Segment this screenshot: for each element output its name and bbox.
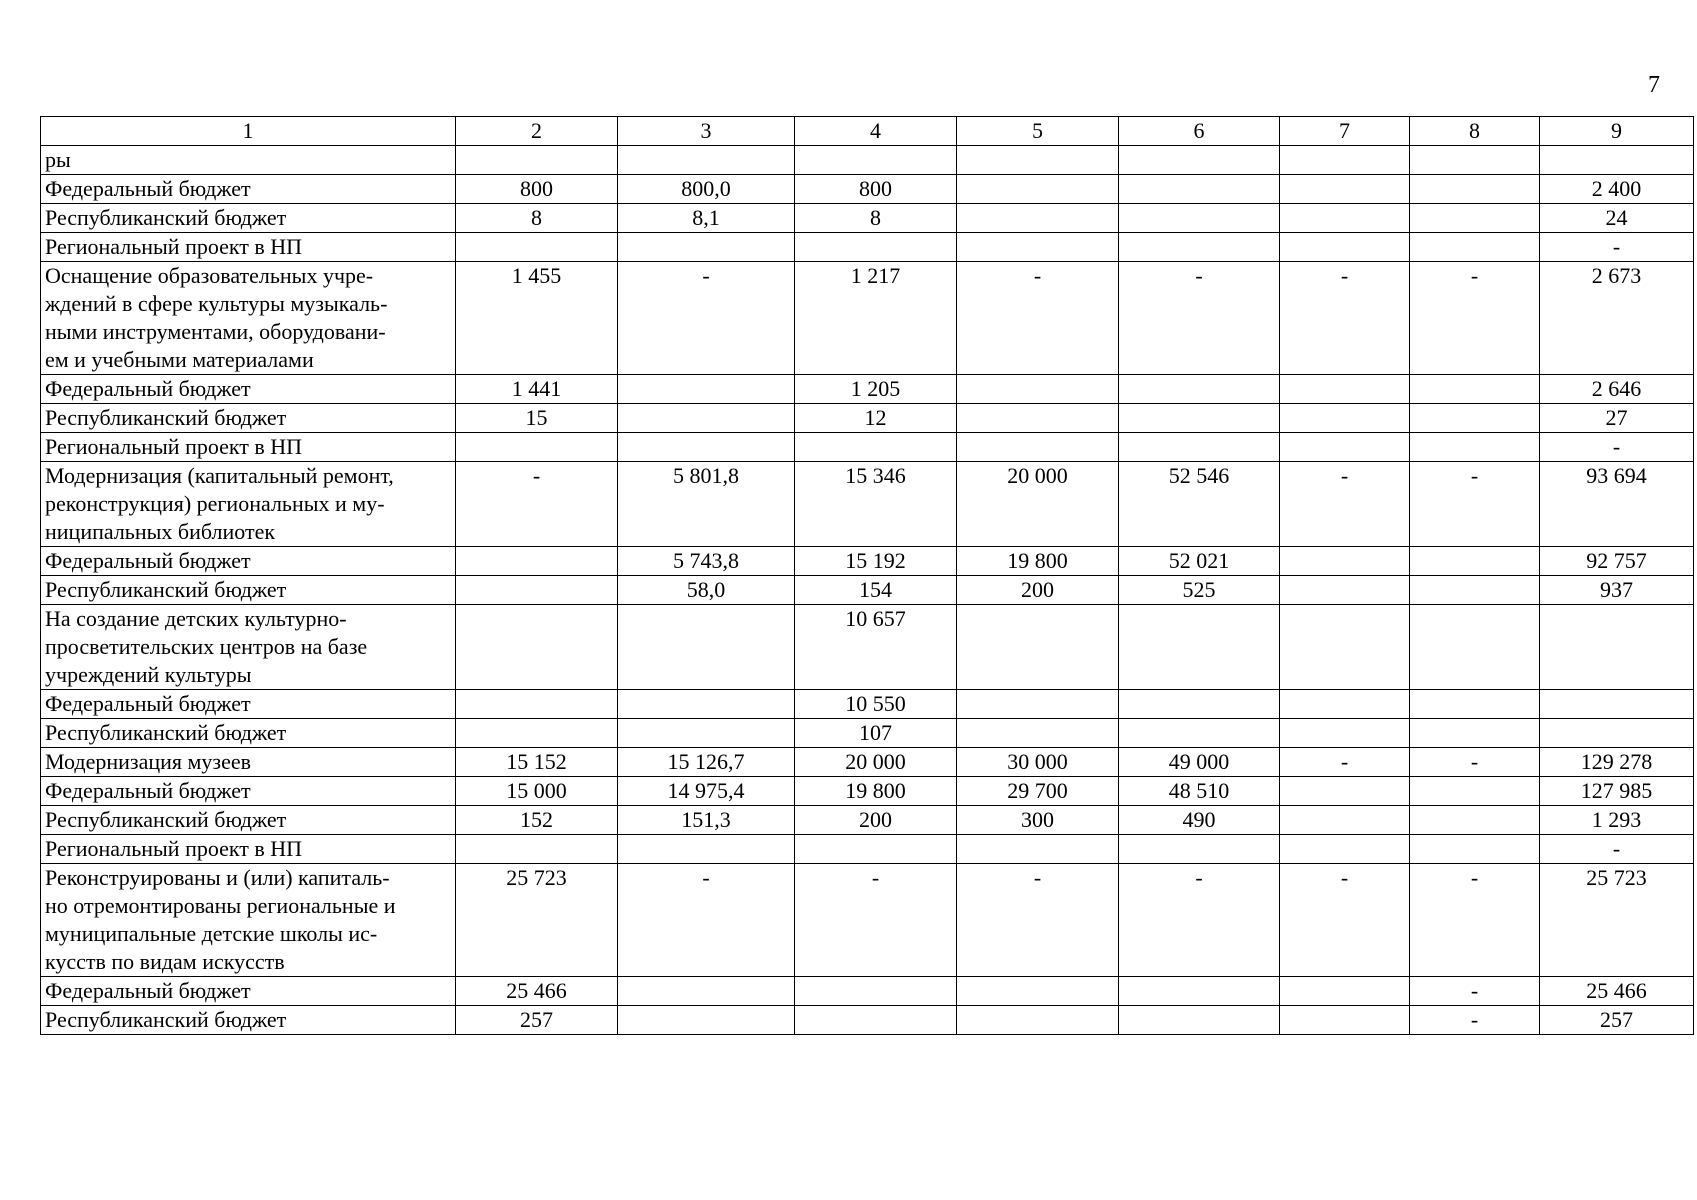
column-header-1: 1 <box>41 117 456 146</box>
column-header-8: 8 <box>1410 117 1540 146</box>
value-cell-col-8 <box>1410 146 1540 175</box>
value-cell-col-8: - <box>1410 977 1540 1006</box>
value-cell-col-4: 200 <box>795 806 957 835</box>
value-cell-col-9: 93 694 <box>1540 462 1694 547</box>
row-label-cell: Федеральный бюджет <box>41 690 456 719</box>
row-label-cell: Федеральный бюджет <box>41 977 456 1006</box>
table-row <box>41 233 1694 262</box>
value-cell-col-2: 152 <box>456 806 618 835</box>
value-cell-col-3 <box>618 146 795 175</box>
value-cell-col-9: 92 757 <box>1540 547 1694 576</box>
value-cell-col-9: 2 673 <box>1540 262 1694 375</box>
value-cell-col-9: 127 985 <box>1540 777 1694 806</box>
value-cell-col-5: 300 <box>957 806 1119 835</box>
value-cell-col-7 <box>1280 375 1410 404</box>
value-cell-col-8: - <box>1410 864 1540 977</box>
value-cell-col-2: 257 <box>456 1006 618 1035</box>
value-cell-col-9: 1 293 <box>1540 806 1694 835</box>
row-label-cell: Региональный проект в НП <box>41 233 456 262</box>
value-cell-col-7: - <box>1280 864 1410 977</box>
table-row <box>41 375 1694 404</box>
value-cell-col-6: - <box>1119 262 1280 375</box>
value-cell-col-4: 1 217 <box>795 262 957 375</box>
value-cell-col-8 <box>1410 233 1540 262</box>
value-cell-col-6 <box>1119 404 1280 433</box>
value-cell-col-8: - <box>1410 462 1540 547</box>
value-cell-col-5: 30 000 <box>957 748 1119 777</box>
value-cell-col-2 <box>456 146 618 175</box>
value-cell-col-3: 8,1 <box>618 204 795 233</box>
value-cell-col-8: - <box>1410 262 1540 375</box>
value-cell-col-4: 15 346 <box>795 462 957 547</box>
table-row <box>41 146 1694 175</box>
value-cell-col-7 <box>1280 806 1410 835</box>
value-cell-col-3 <box>618 719 795 748</box>
value-cell-col-5 <box>957 835 1119 864</box>
table-row <box>41 864 1694 977</box>
value-cell-col-8 <box>1410 835 1540 864</box>
table-row <box>41 204 1694 233</box>
column-header-7: 7 <box>1280 117 1410 146</box>
value-cell-col-2: 25 466 <box>456 977 618 1006</box>
table-row <box>41 1006 1694 1035</box>
value-cell-col-2 <box>456 547 618 576</box>
value-cell-col-3: - <box>618 262 795 375</box>
value-cell-col-5: 19 800 <box>957 547 1119 576</box>
value-cell-col-2 <box>456 433 618 462</box>
value-cell-col-7: - <box>1280 262 1410 375</box>
value-cell-col-8: - <box>1410 1006 1540 1035</box>
value-cell-col-7 <box>1280 690 1410 719</box>
value-cell-col-3: - <box>618 864 795 977</box>
value-cell-col-5 <box>957 690 1119 719</box>
value-cell-col-7 <box>1280 547 1410 576</box>
value-cell-col-5 <box>957 433 1119 462</box>
value-cell-col-9: 25 723 <box>1540 864 1694 977</box>
row-label-cell: Реконструированы и (или) капиталь- но отремонтированы региональные и муниципальные детские школы ис- кусств по видам искусств <box>41 864 456 977</box>
value-cell-col-6: 49 000 <box>1119 748 1280 777</box>
row-label-cell: Оснащение образовательных учре- ждений в сфере культуры музыкаль- ными инструментами, оборудовани- ем и учебными материалами <box>41 262 456 375</box>
value-cell-col-8 <box>1410 175 1540 204</box>
value-cell-col-9: 129 278 <box>1540 748 1694 777</box>
table-row <box>41 547 1694 576</box>
value-cell-col-8 <box>1410 375 1540 404</box>
value-cell-col-8 <box>1410 777 1540 806</box>
value-cell-col-3: 58,0 <box>618 576 795 605</box>
value-cell-col-4: 8 <box>795 204 957 233</box>
row-label-cell: Республиканский бюджет <box>41 1006 456 1035</box>
value-cell-col-2 <box>456 605 618 690</box>
row-label-cell: Республиканский бюджет <box>41 719 456 748</box>
value-cell-col-4: 800 <box>795 175 957 204</box>
value-cell-col-8 <box>1410 404 1540 433</box>
value-cell-col-7 <box>1280 835 1410 864</box>
table-body <box>41 146 1694 1035</box>
column-header-6: 6 <box>1119 117 1280 146</box>
row-label-cell: Федеральный бюджет <box>41 375 456 404</box>
value-cell-col-2 <box>456 835 618 864</box>
value-cell-col-5 <box>957 977 1119 1006</box>
value-cell-col-5: - <box>957 262 1119 375</box>
column-header-2: 2 <box>456 117 618 146</box>
column-header-5: 5 <box>957 117 1119 146</box>
value-cell-col-9: - <box>1540 433 1694 462</box>
value-cell-col-5: - <box>957 864 1119 977</box>
value-cell-col-4: 10 550 <box>795 690 957 719</box>
value-cell-col-7 <box>1280 605 1410 690</box>
table-row <box>41 806 1694 835</box>
value-cell-col-6 <box>1119 433 1280 462</box>
value-cell-col-5: 20 000 <box>957 462 1119 547</box>
value-cell-col-4 <box>795 977 957 1006</box>
row-label-cell: Республиканский бюджет <box>41 204 456 233</box>
value-cell-col-6 <box>1119 719 1280 748</box>
value-cell-col-6 <box>1119 175 1280 204</box>
value-cell-col-5 <box>957 1006 1119 1035</box>
value-cell-col-2: 8 <box>456 204 618 233</box>
row-label-cell: ры <box>41 146 456 175</box>
value-cell-col-5 <box>957 404 1119 433</box>
value-cell-col-6 <box>1119 835 1280 864</box>
value-cell-col-6 <box>1119 204 1280 233</box>
value-cell-col-3 <box>618 690 795 719</box>
value-cell-col-4: 10 657 <box>795 605 957 690</box>
value-cell-col-3 <box>618 977 795 1006</box>
value-cell-col-2 <box>456 719 618 748</box>
value-cell-col-7 <box>1280 233 1410 262</box>
table-row <box>41 748 1694 777</box>
value-cell-col-2: 800 <box>456 175 618 204</box>
table-row <box>41 777 1694 806</box>
value-cell-col-5 <box>957 375 1119 404</box>
value-cell-col-4: 1 205 <box>795 375 957 404</box>
value-cell-col-4 <box>795 146 957 175</box>
value-cell-col-8 <box>1410 576 1540 605</box>
value-cell-col-5 <box>957 233 1119 262</box>
value-cell-col-3: 14 975,4 <box>618 777 795 806</box>
table-row <box>41 690 1694 719</box>
value-cell-col-3 <box>618 404 795 433</box>
value-cell-col-7 <box>1280 777 1410 806</box>
value-cell-col-9: 2 646 <box>1540 375 1694 404</box>
row-label-cell: Региональный проект в НП <box>41 835 456 864</box>
value-cell-col-7 <box>1280 204 1410 233</box>
row-label-cell: Федеральный бюджет <box>41 175 456 204</box>
value-cell-col-6 <box>1119 690 1280 719</box>
value-cell-col-6 <box>1119 977 1280 1006</box>
value-cell-col-7 <box>1280 146 1410 175</box>
table-row <box>41 262 1694 375</box>
value-cell-col-2: 15 <box>456 404 618 433</box>
value-cell-col-2 <box>456 690 618 719</box>
value-cell-col-3 <box>618 1006 795 1035</box>
value-cell-col-6: - <box>1119 864 1280 977</box>
value-cell-col-3 <box>618 233 795 262</box>
value-cell-col-4: 154 <box>795 576 957 605</box>
table-header <box>41 117 1694 146</box>
value-cell-col-8 <box>1410 719 1540 748</box>
table-row <box>41 462 1694 547</box>
value-cell-col-4 <box>795 835 957 864</box>
value-cell-col-6 <box>1119 233 1280 262</box>
value-cell-col-6: 48 510 <box>1119 777 1280 806</box>
table-row <box>41 977 1694 1006</box>
value-cell-col-8: - <box>1410 748 1540 777</box>
value-cell-col-5 <box>957 204 1119 233</box>
row-label-cell: Региональный проект в НП <box>41 433 456 462</box>
header-row <box>41 117 1694 146</box>
value-cell-col-2: 1 455 <box>456 262 618 375</box>
value-cell-col-4: 15 192 <box>795 547 957 576</box>
value-cell-col-9 <box>1540 690 1694 719</box>
table-row <box>41 175 1694 204</box>
value-cell-col-2 <box>456 233 618 262</box>
value-cell-col-7 <box>1280 576 1410 605</box>
value-cell-col-4: - <box>795 864 957 977</box>
value-cell-col-4: 107 <box>795 719 957 748</box>
table-row <box>41 719 1694 748</box>
value-cell-col-3 <box>618 375 795 404</box>
value-cell-col-9: 2 400 <box>1540 175 1694 204</box>
value-cell-col-3: 15 126,7 <box>618 748 795 777</box>
table-row <box>41 404 1694 433</box>
value-cell-col-9: 24 <box>1540 204 1694 233</box>
value-cell-col-7 <box>1280 433 1410 462</box>
row-label-cell: Федеральный бюджет <box>41 777 456 806</box>
column-header-4: 4 <box>795 117 957 146</box>
value-cell-col-9 <box>1540 719 1694 748</box>
table-row <box>41 605 1694 690</box>
value-cell-col-7 <box>1280 977 1410 1006</box>
value-cell-col-5 <box>957 175 1119 204</box>
row-label-cell: Модернизация музеев <box>41 748 456 777</box>
value-cell-col-3: 5 801,8 <box>618 462 795 547</box>
value-cell-col-6 <box>1119 1006 1280 1035</box>
value-cell-col-8 <box>1410 204 1540 233</box>
value-cell-col-3 <box>618 835 795 864</box>
value-cell-col-6 <box>1119 605 1280 690</box>
value-cell-col-4: 12 <box>795 404 957 433</box>
value-cell-col-2: 15 152 <box>456 748 618 777</box>
value-cell-col-6: 52 546 <box>1119 462 1280 547</box>
value-cell-col-9: 25 466 <box>1540 977 1694 1006</box>
value-cell-col-8 <box>1410 806 1540 835</box>
value-cell-col-4 <box>795 233 957 262</box>
value-cell-col-2: 25 723 <box>456 864 618 977</box>
value-cell-col-2 <box>456 576 618 605</box>
value-cell-col-9: - <box>1540 233 1694 262</box>
value-cell-col-2: - <box>456 462 618 547</box>
value-cell-col-7 <box>1280 719 1410 748</box>
page-number: 7 <box>1648 72 1660 98</box>
value-cell-col-6 <box>1119 146 1280 175</box>
value-cell-col-7 <box>1280 404 1410 433</box>
value-cell-col-9 <box>1540 605 1694 690</box>
value-cell-col-6: 52 021 <box>1119 547 1280 576</box>
value-cell-col-8 <box>1410 433 1540 462</box>
value-cell-col-3: 800,0 <box>618 175 795 204</box>
row-label-cell: Модернизация (капитальный ремонт, реконструкция) региональных и му- ниципальных библиотек <box>41 462 456 547</box>
row-label-cell: Федеральный бюджет <box>41 547 456 576</box>
value-cell-col-4: 20 000 <box>795 748 957 777</box>
value-cell-col-3 <box>618 433 795 462</box>
budget-table <box>40 116 1694 1035</box>
value-cell-col-3 <box>618 605 795 690</box>
value-cell-col-2: 1 441 <box>456 375 618 404</box>
value-cell-col-9: 27 <box>1540 404 1694 433</box>
value-cell-col-2: 15 000 <box>456 777 618 806</box>
value-cell-col-5: 200 <box>957 576 1119 605</box>
table-row <box>41 576 1694 605</box>
row-label-cell: Республиканский бюджет <box>41 806 456 835</box>
column-header-9: 9 <box>1540 117 1694 146</box>
row-label-cell: На создание детских культурно- просветительских центров на базе учреждений культуры <box>41 605 456 690</box>
value-cell-col-7: - <box>1280 462 1410 547</box>
table-row <box>41 433 1694 462</box>
value-cell-col-9: 257 <box>1540 1006 1694 1035</box>
value-cell-col-5 <box>957 146 1119 175</box>
value-cell-col-8 <box>1410 547 1540 576</box>
value-cell-col-5 <box>957 605 1119 690</box>
value-cell-col-9: 937 <box>1540 576 1694 605</box>
value-cell-col-4 <box>795 1006 957 1035</box>
value-cell-col-5 <box>957 719 1119 748</box>
value-cell-col-9 <box>1540 146 1694 175</box>
column-header-3: 3 <box>618 117 795 146</box>
row-label-cell: Республиканский бюджет <box>41 404 456 433</box>
value-cell-col-6 <box>1119 375 1280 404</box>
value-cell-col-8 <box>1410 605 1540 690</box>
value-cell-col-7: - <box>1280 748 1410 777</box>
value-cell-col-4: 19 800 <box>795 777 957 806</box>
value-cell-col-6: 490 <box>1119 806 1280 835</box>
value-cell-col-8 <box>1410 690 1540 719</box>
value-cell-col-7 <box>1280 1006 1410 1035</box>
value-cell-col-5: 29 700 <box>957 777 1119 806</box>
value-cell-col-6: 525 <box>1119 576 1280 605</box>
value-cell-col-4 <box>795 433 957 462</box>
value-cell-col-9: - <box>1540 835 1694 864</box>
value-cell-col-7 <box>1280 175 1410 204</box>
value-cell-col-3: 151,3 <box>618 806 795 835</box>
value-cell-col-3: 5 743,8 <box>618 547 795 576</box>
row-label-cell: Республиканский бюджет <box>41 576 456 605</box>
table-row <box>41 835 1694 864</box>
